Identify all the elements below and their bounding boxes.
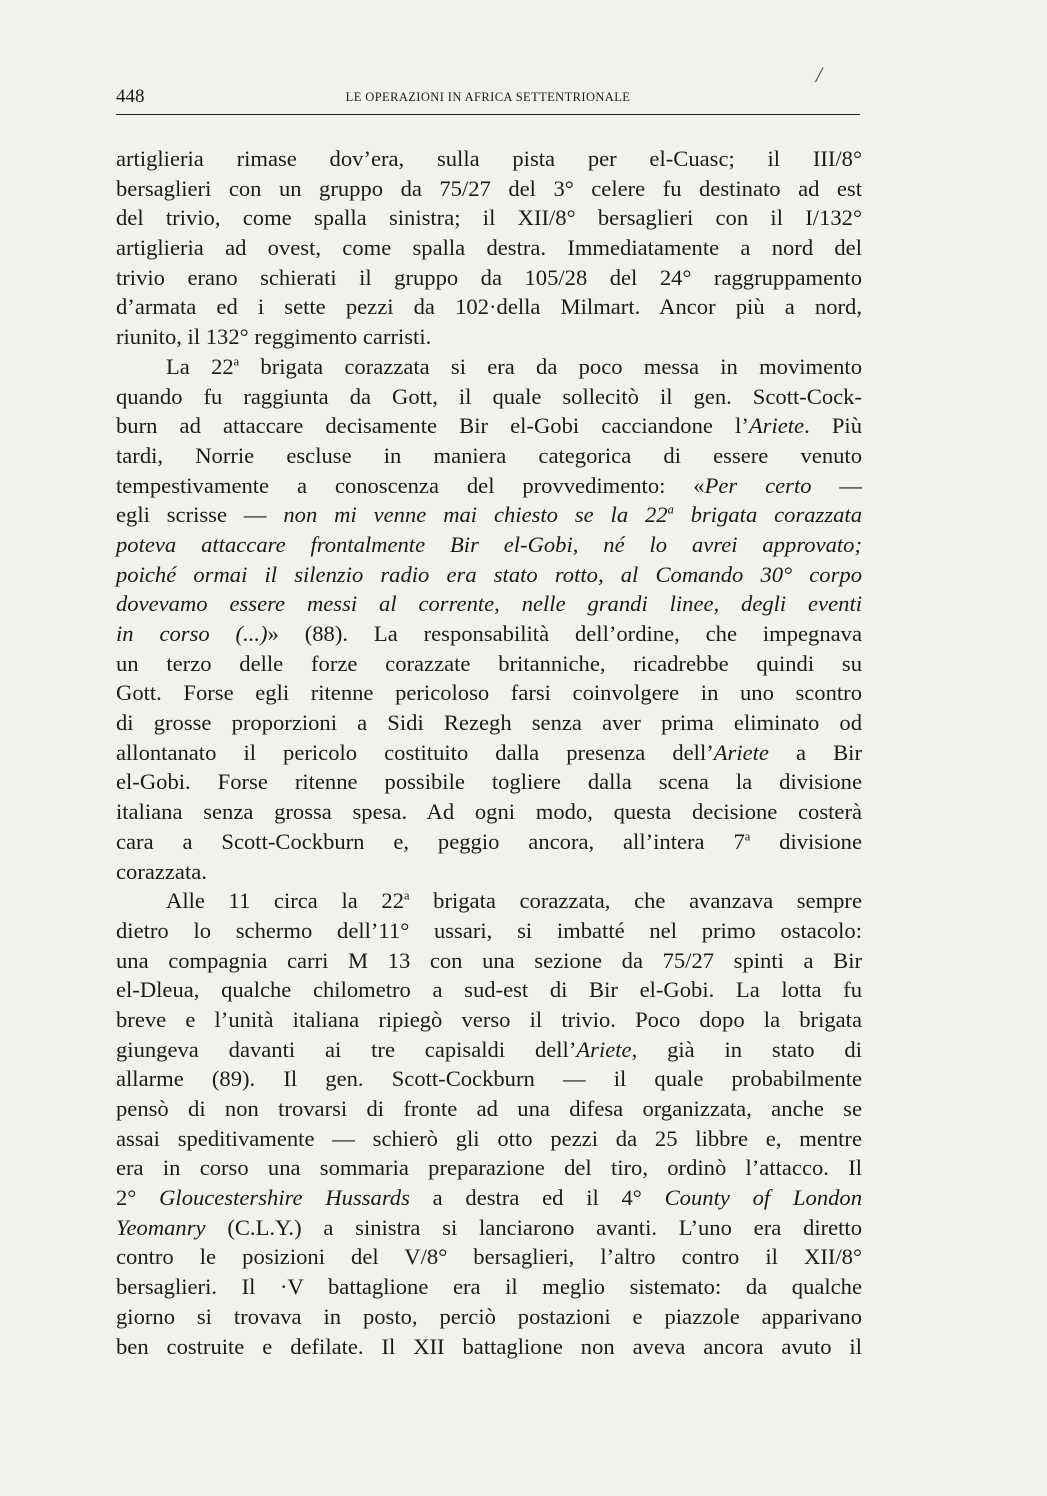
text-line: trivio erano schierati il gruppo da 105/28 del 24° raggruppamento <box>116 264 862 290</box>
text-line: bersaglieri. Il ·V battaglione era il meglio sistemato: da qualche <box>116 1274 862 1300</box>
body-text <box>116 144 862 1361</box>
text-line: contro le posizioni del V/8° bersaglieri, l’altro contro il XII/8° <box>116 1244 862 1270</box>
text-line: allontanato il pericolo costituito dalla presenza dell’Ariete a Bir <box>116 739 862 765</box>
text-line: el-Dleua, qualche chilometro a sud-est di Bir el-Gobi. La lotta fu <box>116 977 862 1003</box>
text-line: breve e l’unità italiana ripiegò verso il trivio. Poco dopo la brigata <box>116 1006 862 1032</box>
text-line: Yeomanry (C.L.Y.) a sinistra si lanciarono avanti. L’uno era diretto <box>116 1214 862 1240</box>
text-line: pensò di non trovarsi di fronte ad una difesa organizzata, anche se <box>116 1096 862 1121</box>
text-line: cara a Scott-Cockburn e, peggio ancora, all’intera 7$^a$ divisione <box>116 828 862 854</box>
page-number: 448 <box>116 86 145 107</box>
text-line: quando fu raggiunta da Gott, il quale sollecitò il gen. Scott-Cock- <box>116 383 862 409</box>
text-line: La 22$^a$ brigata corazzata si era da poco messa in movimento <box>166 353 862 379</box>
text-line: dietro lo schermo dell’11° ussari, si imbatté nel primo ostacolo: <box>116 917 862 943</box>
text-line: una compagnia carri M 13 con una sezione da 75/27 spinti a Bir <box>116 947 862 973</box>
handwritten-mark: / <box>815 62 822 87</box>
text-line: egli scrisse — non mi venne mai chiesto se la 22$^a$ brigata corazzata <box>116 502 863 528</box>
text-line: giungeva davanti ai tre capisaldi dell’Ariete, già in stato di <box>116 1036 863 1062</box>
page-header <box>116 62 860 115</box>
text-line: ben costruite e defilate. Il XII battaglione non aveva ancora avuto il <box>116 1333 862 1359</box>
text-line: italiana senza grossa spesa. Ad ogni modo, questa decisione costerà <box>116 799 862 825</box>
text-line: 2° Gloucestershire Hussards a destra ed il 4° County of London <box>116 1185 863 1211</box>
text-line: Gott. Forse egli ritenne pericoloso farsi coinvolgere in uno scontro <box>116 680 862 706</box>
text-line: riunito, il 132° reggimento carristi. <box>116 324 432 350</box>
text-line: d’armata ed i sette pezzi da 102·della Milmart. Ancor più a nord, <box>116 294 862 320</box>
running-head: LE OPERAZIONI IN AFRICA SETTENTRIONALE <box>345 90 631 104</box>
text-line: era in corso una sommaria preparazione del tiro, ordinò l’attacco. Il <box>116 1155 862 1181</box>
text-line: poteva attaccare frontalmente Bir el-Gobi, né lo avrei approvato; <box>116 531 862 557</box>
text-line: dovevamo essere messi al corrente, nelle grandi linee, degli eventi <box>116 591 862 617</box>
text-line: un terzo delle forze corazzate britanniche, ricadrebbe quindi su <box>116 650 862 676</box>
text-line: in corso (...)» (88). La responsabilità dell’ordine, che impegnava <box>116 621 862 646</box>
text-line: tardi, Norrie escluse in maniera categorica di essere venuto <box>116 442 862 468</box>
text-line: artiglieria rimase dov’era, sulla pista per el-Cuasc; il III/8° <box>116 146 862 171</box>
text-line: bersaglieri con un gruppo da 75/27 del 3° celere fu destinato ad est <box>116 175 862 201</box>
text-line: assai speditivamente — schierò gli otto pezzi da 25 libbre e, mentre <box>116 1125 862 1151</box>
text-line: poiché ormai il silenzio radio era stato rotto, al Comando 30° corpo <box>116 561 862 587</box>
text-line: di grosse proporzioni a Sidi Rezegh senza aver prima eliminato od <box>116 710 862 736</box>
text-line: Alle 11 circa la 22$^a$ brigata corazzata, che avanzava sempre <box>166 888 862 914</box>
text-line: tempestivamente a conoscenza del provvedimento: «Per certo — <box>116 472 863 498</box>
text-line: allarme (89). Il gen. Scott-Cockburn — il quale probabilmente <box>116 1066 862 1092</box>
text-line: artiglieria ad ovest, come spalla destra. Immediatamente a nord del <box>116 235 862 261</box>
text-line: del trivio, come spalla sinistra; il XII/8° bersaglieri con il I/132° <box>116 205 862 231</box>
text-line: giorno si trovava in posto, perciò postazioni e piazzole apparivano <box>116 1303 862 1329</box>
text-line: burn ad attaccare decisamente Bir el-Gobi cacciandone l’Ariete. Più <box>116 413 862 439</box>
text-line: el-Gobi. Forse ritenne possibile togliere dalla scena la divisione <box>116 769 862 795</box>
text-line: corazzata. <box>116 858 207 884</box>
